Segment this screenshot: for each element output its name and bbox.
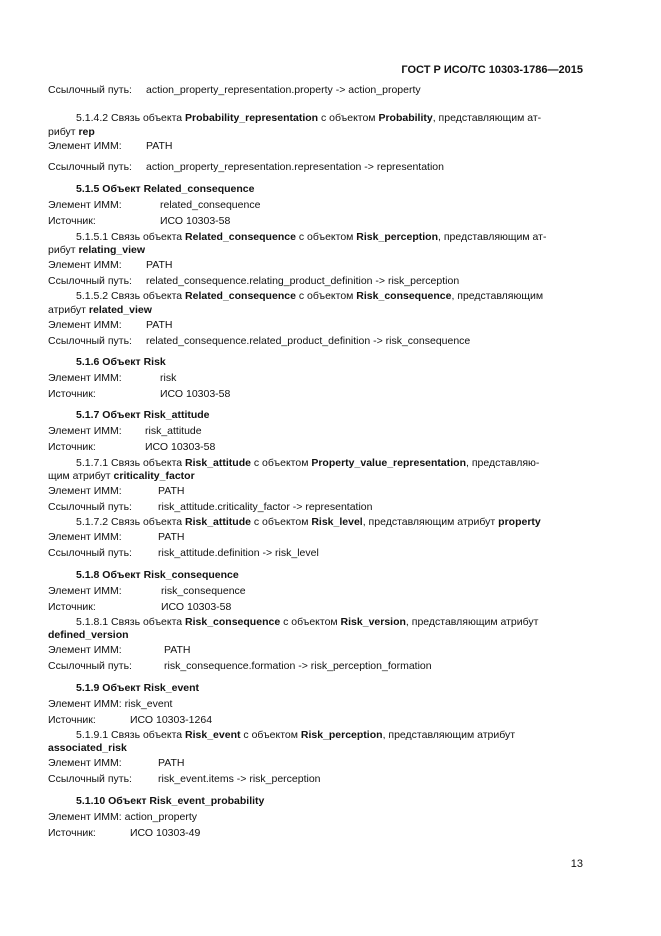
- text-run: , представляющим атрибут: [382, 729, 516, 741]
- paragraph-line: [76, 231, 546, 244]
- text-run: с объектом: [318, 112, 379, 124]
- field-value: risk_attitude.definition -> risk_level: [158, 547, 319, 559]
- text-run: рибут: [48, 244, 79, 256]
- field-label: Элемент ИММ:: [48, 199, 122, 211]
- field-label: Ссылочный путь:: [48, 547, 132, 559]
- page-number: 13: [570, 858, 583, 870]
- field-label: Источник:: [48, 388, 96, 400]
- entity-name: defined_version: [48, 629, 129, 641]
- field-value: related_consequence.related_product_definition -> risk_consequence: [146, 335, 471, 347]
- field-value: risk_consequence.formation -> risk_perception_formation: [164, 660, 432, 672]
- text-run: , представляющим ат-: [432, 112, 542, 124]
- field-line: [48, 215, 231, 228]
- entity-name: criticality_factor: [113, 470, 195, 482]
- field-value: related_consequence: [160, 199, 261, 211]
- field-value: action_property_representation.property -> action_property: [146, 84, 421, 96]
- entity-name: Risk_attitude: [185, 516, 251, 528]
- field-value: risk_attitude.criticality_factor -> representation: [158, 501, 373, 513]
- field-value: PATH: [146, 140, 173, 152]
- entity-name: Risk_level: [311, 516, 363, 528]
- field-label: Элемент ИММ:: [48, 644, 122, 656]
- paragraph-line: [76, 616, 538, 629]
- entity-name: Property_value_representation: [311, 457, 466, 469]
- field-label: Источник:: [48, 441, 96, 453]
- field-value: risk: [160, 372, 177, 384]
- document-header: ГОСТ Р ИСО/ТС 10303-1786—2015: [401, 64, 583, 76]
- text-run: с объектом: [295, 290, 357, 302]
- field-line: [48, 372, 177, 385]
- text-run: , представляющим атрибут: [405, 616, 539, 628]
- field-value: ИСО 10303-58: [160, 388, 231, 400]
- text-run: с объектом: [240, 729, 301, 741]
- entity-name: Probability_representation: [185, 112, 319, 124]
- field-label: Источник:: [48, 601, 96, 613]
- text-run: с объектом: [280, 616, 341, 628]
- paragraph-line: [76, 516, 541, 529]
- paragraph-line: [48, 126, 95, 139]
- field-label: Элемент ИММ:: [48, 259, 122, 271]
- field-line: [48, 585, 246, 598]
- field-line: [48, 388, 231, 401]
- text-run: , представляющим атрибут: [362, 516, 499, 528]
- paragraph-line: [48, 742, 127, 755]
- field-line: [48, 501, 373, 514]
- field-line: [48, 485, 185, 498]
- field-value: risk_event.items -> risk_perception: [158, 773, 321, 785]
- field-line: [48, 827, 201, 840]
- field-label: Ссылочный путь:: [48, 660, 132, 672]
- entity-name: Risk_attitude: [185, 457, 251, 469]
- text-run: 5.1.7.2 Связь объекта: [76, 516, 186, 528]
- field-line: [48, 547, 319, 560]
- field-line: [48, 531, 185, 544]
- field-label: Ссылочный путь:: [48, 335, 132, 347]
- field-label: Элемент ИММ:: [48, 319, 122, 331]
- field-value: PATH: [146, 319, 173, 331]
- paragraph-line: [76, 290, 543, 303]
- field-value: risk_attitude: [145, 425, 202, 437]
- field-value: related_consequence.relating_product_definition -> risk_perception: [146, 275, 460, 287]
- text-run: рибут: [48, 126, 79, 138]
- paragraph-line: [76, 112, 541, 125]
- section-heading: 5.1.9 Объект Risk_event: [76, 682, 200, 694]
- field-value: PATH: [158, 757, 185, 769]
- field-line: [48, 757, 185, 770]
- entity-name: associated_risk: [48, 742, 127, 754]
- field-value: ИСО 10303-58: [161, 601, 232, 613]
- field-label: Элемент ИММ:: [48, 425, 122, 437]
- field-line: [48, 161, 444, 174]
- text-run: щим атрибут: [48, 470, 114, 482]
- section-heading: 5.1.6 Объект Risk: [76, 356, 166, 368]
- field-line: [48, 84, 421, 97]
- field-line: [48, 698, 172, 711]
- text-run: 5.1.5.1 Связь объекта: [76, 231, 186, 243]
- paragraph-line: [48, 244, 145, 257]
- entity-name: property: [498, 516, 541, 528]
- field-value: PATH: [158, 485, 185, 497]
- section-heading: 5.1.5 Объект Related_consequence: [76, 183, 255, 195]
- field-value: ИСО 10303-1264: [130, 714, 213, 726]
- field-label: Элемент ИММ:: [48, 531, 122, 543]
- field-line: [48, 811, 197, 824]
- field-line: [48, 660, 432, 673]
- field-label: Ссылочный путь:: [48, 501, 132, 513]
- text-run: 5.1.5.2 Связь объекта: [76, 290, 186, 302]
- field-label: Ссылочный путь:: [48, 161, 132, 173]
- text-run: с объектом: [250, 457, 312, 469]
- field-value: ИСО 10303-49: [130, 827, 201, 839]
- field-label: Элемент ИММ:: [48, 485, 122, 497]
- paragraph-line: [76, 457, 539, 470]
- field-label: Элемент ИММ:: [48, 372, 122, 384]
- paragraph-line: [48, 629, 129, 642]
- entity-name: rep: [78, 126, 95, 138]
- field-label: Ссылочный путь:: [48, 773, 132, 785]
- entity-name: Risk_perception: [300, 729, 383, 741]
- field-label: Ссылочный путь:: [48, 275, 132, 287]
- paragraph-line: [76, 729, 515, 742]
- paragraph-line: [48, 304, 152, 317]
- text-run: 5.1.9.1 Связь объекта: [76, 729, 186, 741]
- text-run: атрибут: [48, 304, 89, 316]
- field-label: Элемент ИММ: risk_event: [48, 698, 173, 710]
- field-value: ИСО 10303-58: [145, 441, 216, 453]
- field-value: PATH: [158, 531, 185, 543]
- text-run: , представляющим: [451, 290, 544, 302]
- text-run: 5.1.8.1 Связь объекта: [76, 616, 186, 628]
- entity-name: relating_view: [78, 244, 145, 256]
- text-run: с объектом: [295, 231, 357, 243]
- text-run: , представляющим ат-: [438, 231, 547, 243]
- field-value: PATH: [164, 644, 191, 656]
- field-label: Ссылочный путь:: [48, 84, 132, 96]
- paragraph-line: [48, 470, 195, 483]
- field-value: action_property_representation.representation -> representation: [146, 161, 444, 173]
- text-run: , представляю-: [466, 457, 540, 469]
- entity-name: Risk_event: [185, 729, 241, 741]
- field-line: [48, 425, 202, 438]
- text-run: 5.1.7.1 Связь объекта: [76, 457, 186, 469]
- field-label: Элемент ИММ:: [48, 585, 122, 597]
- field-label: Источник:: [48, 215, 96, 227]
- field-line: [48, 335, 471, 348]
- entity-name: Probability: [378, 112, 433, 124]
- field-line: [48, 275, 460, 288]
- entity-name: Risk_consequence: [185, 616, 281, 628]
- entity-name: related_view: [88, 304, 152, 316]
- field-label: Источник:: [48, 714, 96, 726]
- entity-name: Risk_version: [340, 616, 406, 628]
- field-value: PATH: [146, 259, 173, 271]
- text-run: с объектом: [250, 516, 312, 528]
- section-heading: 5.1.8 Объект Risk_consequence: [76, 569, 239, 581]
- field-value: ИСО 10303-58: [160, 215, 231, 227]
- field-label: Источник:: [48, 827, 96, 839]
- field-line: [48, 644, 191, 657]
- field-label: Элемент ИММ: action_property: [48, 811, 197, 823]
- field-label: Элемент ИММ:: [48, 140, 122, 152]
- section-heading: 5.1.10 Объект Risk_event_probability: [76, 795, 265, 807]
- field-line: [48, 259, 173, 272]
- entity-name: Risk_perception: [356, 231, 438, 243]
- field-line: [48, 601, 232, 614]
- field-line: [48, 714, 213, 727]
- field-line: [48, 441, 216, 454]
- field-label: Элемент ИММ:: [48, 757, 122, 769]
- section-heading: 5.1.7 Объект Risk_attitude: [76, 409, 210, 421]
- field-line: [48, 319, 173, 332]
- entity-name: Related_consequence: [185, 231, 296, 243]
- field-line: [48, 199, 261, 212]
- entity-name: Related_consequence: [185, 290, 296, 302]
- field-line: [48, 140, 173, 153]
- entity-name: Risk_consequence: [356, 290, 452, 302]
- field-value: risk_consequence: [161, 585, 246, 597]
- field-line: [48, 773, 321, 786]
- text-run: 5.1.4.2 Связь объекта: [76, 112, 186, 124]
